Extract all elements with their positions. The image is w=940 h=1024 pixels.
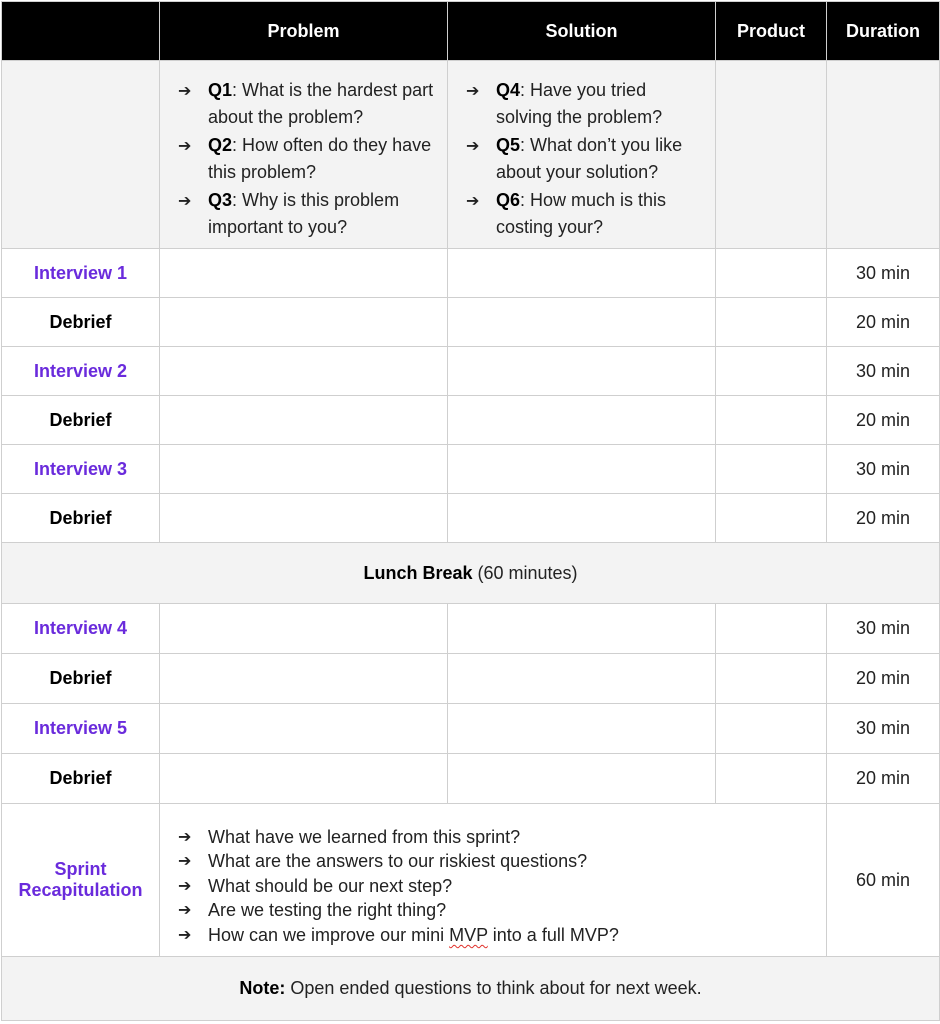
header-solution: Solution (448, 2, 716, 61)
product-cell[interactable] (716, 704, 827, 754)
recap-duration-cell: 60 min (827, 804, 940, 957)
table-row (2, 347, 940, 396)
question-q6 (466, 187, 705, 242)
solution-cell[interactable] (448, 654, 716, 704)
arrow-right-icon: ➔ (178, 190, 192, 210)
solution-cell[interactable] (448, 494, 716, 543)
problem-cell[interactable] (160, 654, 448, 704)
table-row (2, 654, 940, 704)
duration-cell: 20 min (827, 494, 940, 543)
solution-cell[interactable] (448, 298, 716, 347)
question-label: Q2 (208, 134, 233, 155)
recap-label (2, 804, 160, 957)
solution-questions-cell (448, 61, 716, 249)
table-row (2, 704, 940, 754)
arrow-right-icon: ➔ (178, 851, 192, 871)
duration-cell: 20 min (827, 396, 940, 445)
row-label: Debrief (2, 494, 160, 543)
recap-questions-cell (160, 804, 827, 957)
question-text: : What don’t you like about your solution? (496, 134, 683, 182)
solution-cell[interactable] (448, 704, 716, 754)
arrow-right-icon: ➔ (178, 875, 192, 895)
problem-cell[interactable] (160, 754, 448, 804)
duration-cell: 30 min (827, 445, 940, 494)
product-cell[interactable] (716, 604, 827, 654)
solution-questions-list (448, 68, 715, 242)
row-label: Interview 5 (2, 704, 160, 754)
table-row (2, 249, 940, 298)
header-corner (2, 2, 160, 61)
questions-label-cell (2, 61, 160, 249)
product-cell[interactable] (716, 494, 827, 543)
arrow-right-icon: ➔ (178, 924, 192, 944)
question-q2 (178, 132, 437, 187)
product-cell[interactable] (716, 396, 827, 445)
question-label: Q1 (208, 79, 233, 100)
arrow-right-icon: ➔ (178, 135, 192, 155)
note-row (2, 957, 940, 1021)
row-label: Debrief (2, 754, 160, 804)
question-text: : How much is this costing your? (496, 189, 667, 237)
product-cell[interactable] (716, 249, 827, 298)
question-text: : What is the hardest part about the problem? (208, 79, 434, 127)
problem-cell[interactable] (160, 445, 448, 494)
table-row (2, 604, 940, 654)
solution-cell[interactable] (448, 249, 716, 298)
row-label: Interview 2 (2, 347, 160, 396)
arrow-right-icon: ➔ (178, 80, 192, 100)
row-label: Interview 3 (2, 445, 160, 494)
question-q3 (178, 187, 437, 242)
problem-cell[interactable] (160, 494, 448, 543)
product-cell[interactable] (716, 654, 827, 704)
question-q1 (178, 77, 437, 132)
recap-questions-list (160, 813, 826, 948)
duration-questions-cell (827, 61, 940, 249)
problem-cell[interactable] (160, 396, 448, 445)
duration-cell: 30 min (827, 604, 940, 654)
arrow-right-icon: ➔ (178, 900, 192, 920)
row-label: Debrief (2, 396, 160, 445)
row-label: Debrief (2, 654, 160, 704)
duration-cell: 20 min (827, 754, 940, 804)
lunch-break-row (2, 543, 940, 604)
question-label: Q6 (496, 189, 521, 210)
lunch-break-cell (2, 543, 940, 604)
questions-row (2, 61, 940, 249)
arrow-right-icon: ➔ (178, 826, 192, 846)
table-row (2, 298, 940, 347)
header-problem: Problem (160, 2, 448, 61)
solution-cell[interactable] (448, 604, 716, 654)
question-label: Q4 (496, 79, 521, 100)
problem-cell[interactable] (160, 704, 448, 754)
solution-cell[interactable] (448, 754, 716, 804)
solution-cell[interactable] (448, 347, 716, 396)
question-text: : Have you tried solving the problem? (496, 79, 663, 127)
header-product: Product (716, 2, 827, 61)
product-cell[interactable] (716, 347, 827, 396)
table-row (2, 396, 940, 445)
solution-cell[interactable] (448, 396, 716, 445)
duration-cell: 20 min (827, 654, 940, 704)
product-questions-cell (716, 61, 827, 249)
problem-questions-list (160, 68, 447, 242)
question-text: : Why is this problem important to you? (208, 189, 400, 237)
row-label: Debrief (2, 298, 160, 347)
note-cell (2, 957, 940, 1021)
problem-cell[interactable] (160, 347, 448, 396)
header-duration: Duration (827, 2, 940, 61)
problem-cell[interactable] (160, 298, 448, 347)
question-label: Q3 (208, 189, 233, 210)
table-row (2, 754, 940, 804)
table-row (2, 445, 940, 494)
recap-row (2, 804, 940, 957)
lunch-break-duration: (60 minutes) (472, 562, 578, 583)
note-title: Note: (239, 978, 286, 998)
product-cell[interactable] (716, 298, 827, 347)
arrow-right-icon: ➔ (466, 190, 480, 210)
duration-cell: 30 min (827, 347, 940, 396)
spellcheck-flagged-word[interactable]: MVP (449, 924, 488, 945)
arrow-right-icon: ➔ (466, 135, 480, 155)
recap-label-line2: Recapitulation (18, 880, 143, 900)
table-row (2, 494, 940, 543)
problem-cell[interactable] (160, 249, 448, 298)
sprint-schedule-table (1, 1, 940, 1021)
product-cell[interactable] (716, 445, 827, 494)
arrow-right-icon: ➔ (466, 80, 480, 100)
note-text: Open ended questions to think about for next week. (285, 978, 702, 998)
problem-questions-cell (160, 61, 448, 249)
recap-item: ➔ What are the answers to our riskiest questions? (178, 849, 816, 874)
recap-item: ➔ What should be our next step? (178, 874, 816, 899)
duration-cell: 20 min (827, 298, 940, 347)
recap-item: ➔ Are we testing the right thing? (178, 898, 816, 923)
row-label: Interview 4 (2, 604, 160, 654)
problem-cell[interactable] (160, 604, 448, 654)
duration-cell: 30 min (827, 249, 940, 298)
question-q5 (466, 132, 705, 187)
question-label: Q5 (496, 134, 521, 155)
recap-item: ➔ What have we learned from this sprint? (178, 825, 816, 850)
lunch-break-title: Lunch Break (363, 562, 473, 583)
row-label: Interview 1 (2, 249, 160, 298)
recap-item: ➔ How can we improve our mini MVP into a full MVP? (178, 923, 816, 948)
question-text: : How often do they have this problem? (208, 134, 432, 182)
question-q4 (466, 77, 705, 132)
header-row (2, 2, 940, 61)
product-cell[interactable] (716, 754, 827, 804)
solution-cell[interactable] (448, 445, 716, 494)
recap-label-line1: Sprint (54, 859, 107, 879)
duration-cell: 30 min (827, 704, 940, 754)
